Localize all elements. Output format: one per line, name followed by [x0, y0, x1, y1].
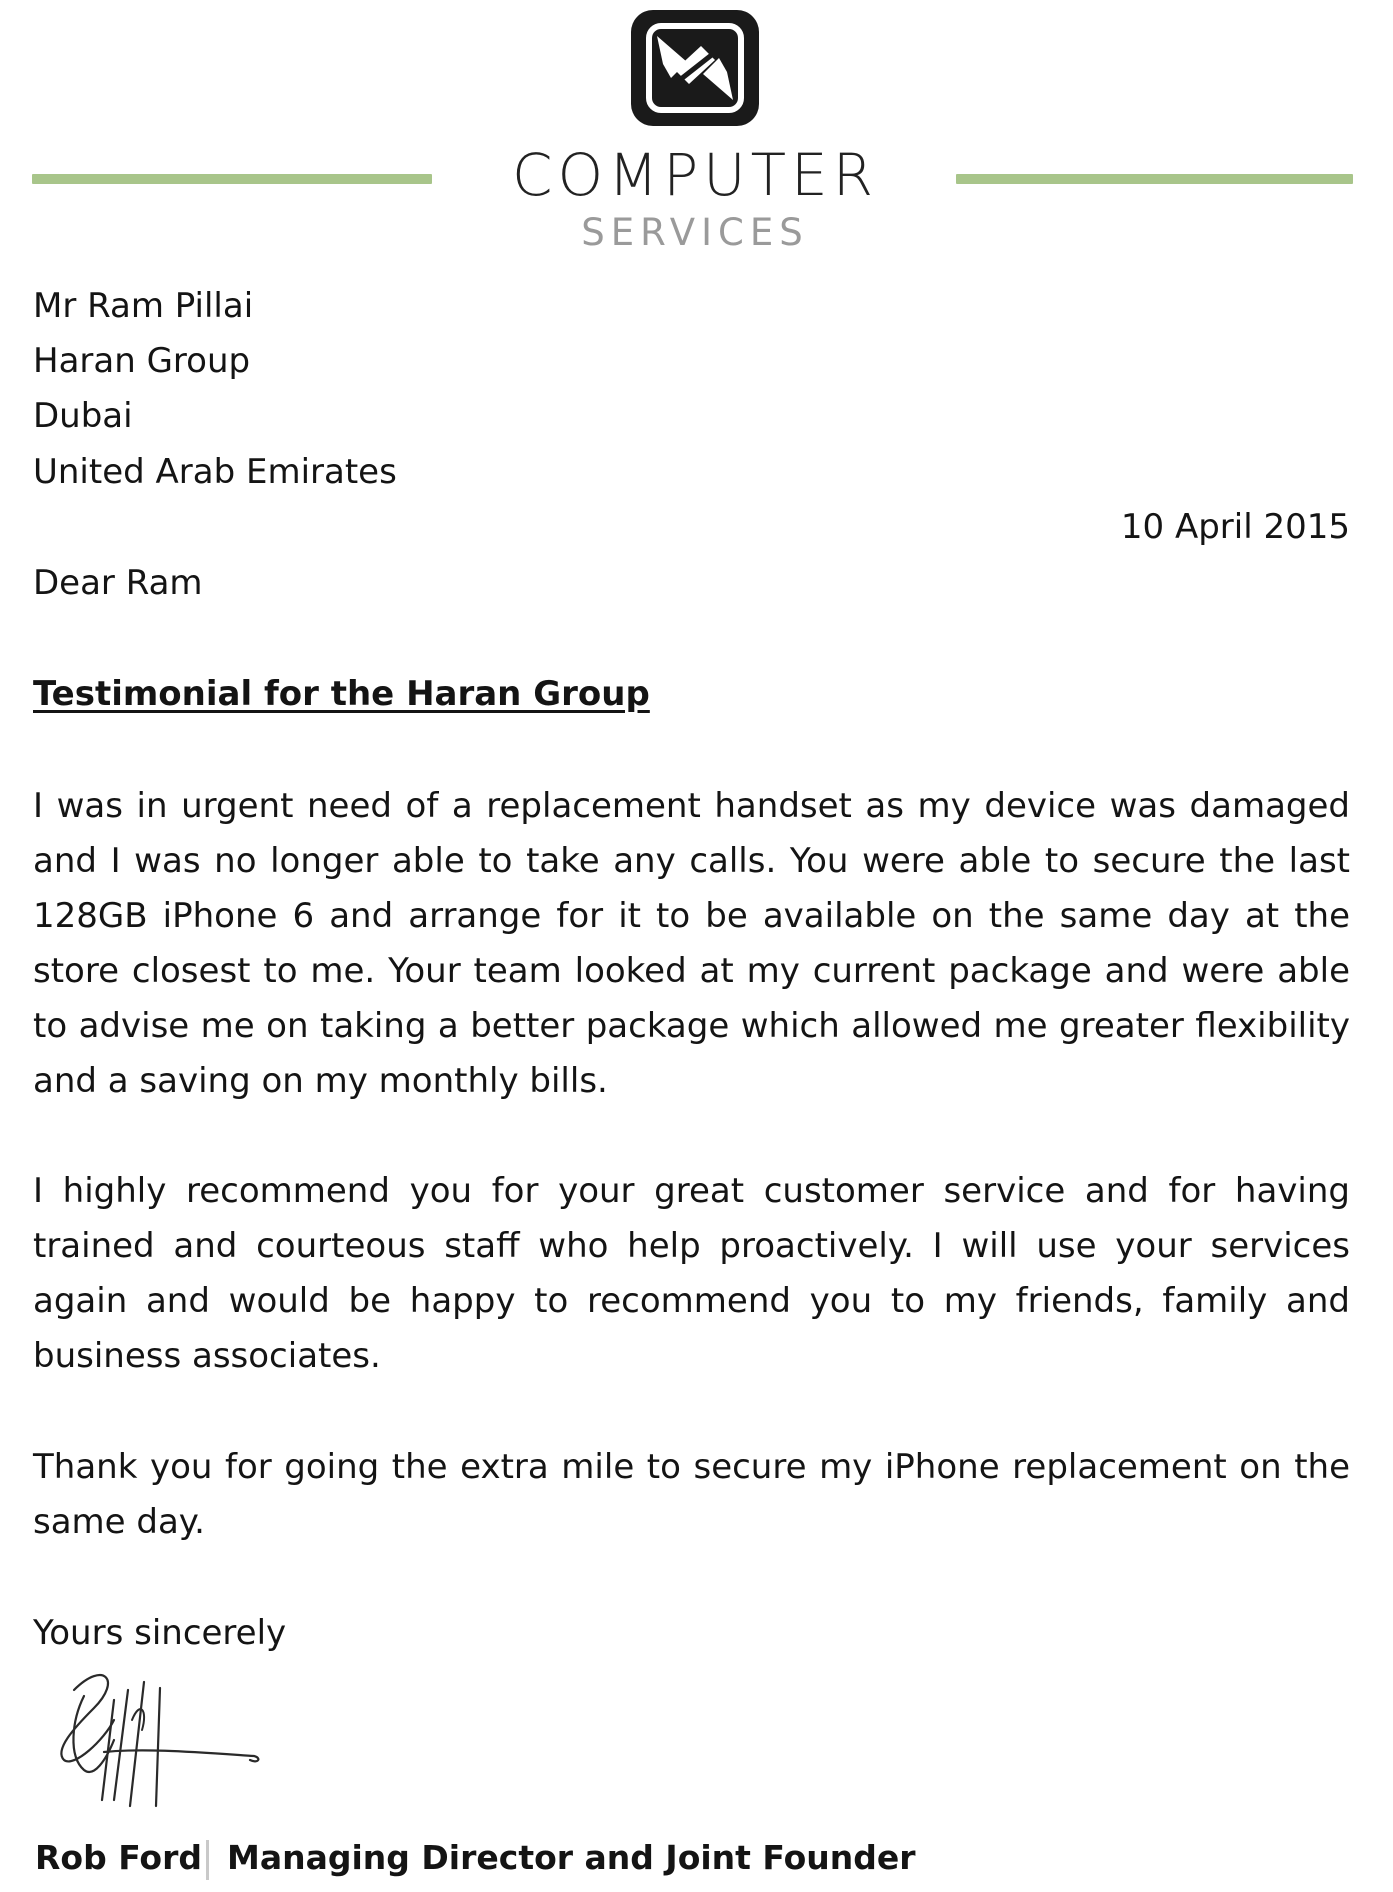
signatory-divider [206, 1840, 209, 1880]
letter-date: 10 April 2015 [1120, 507, 1350, 547]
brand-tagline: SERVICES [581, 211, 809, 254]
header-rule-right [956, 174, 1353, 184]
body-paragraph-1: I was in urgent need of a replacement handset as my device was damaged and I was no longer able to take any calls. You were able to secure the last 128GB iPhone 6 and arrange for it to be available on the same day at the store closest to me. Your team looked at my current package and were able to advise me on taking a better package which allowed me greater flexibility and a saving on my monthly bills. [33, 786, 1350, 1101]
subject-heading: Testimonial for the Haran Group [33, 674, 650, 714]
recipient-company: Haran Group [33, 341, 251, 381]
closing: Yours sincerely [33, 1613, 287, 1653]
recipient-city: Dubai [33, 396, 133, 436]
signatory-title: Managing Director and Joint Founder [227, 1838, 916, 1877]
header-rule-left [32, 174, 432, 184]
brand-name: COMPUTER [512, 141, 878, 209]
body-paragraph-2: I highly recommend you for your great customer service and for having trained and courteous staff who help proactively. I will use your services again and would be happy to recommend you to my friends, family and business associates. [33, 1171, 1350, 1376]
recipient-country: United Arab Emirates [33, 452, 397, 492]
signature-icon [44, 1660, 274, 1820]
company-logo-icon [627, 6, 763, 130]
signatory-name: Rob Ford [35, 1838, 202, 1877]
salutation: Dear Ram [33, 563, 203, 603]
recipient-name: Mr Ram Pillai [33, 286, 254, 326]
body-paragraph-3: Thank you for going the extra mile to secure my iPhone replacement on the same day. [33, 1447, 1350, 1542]
